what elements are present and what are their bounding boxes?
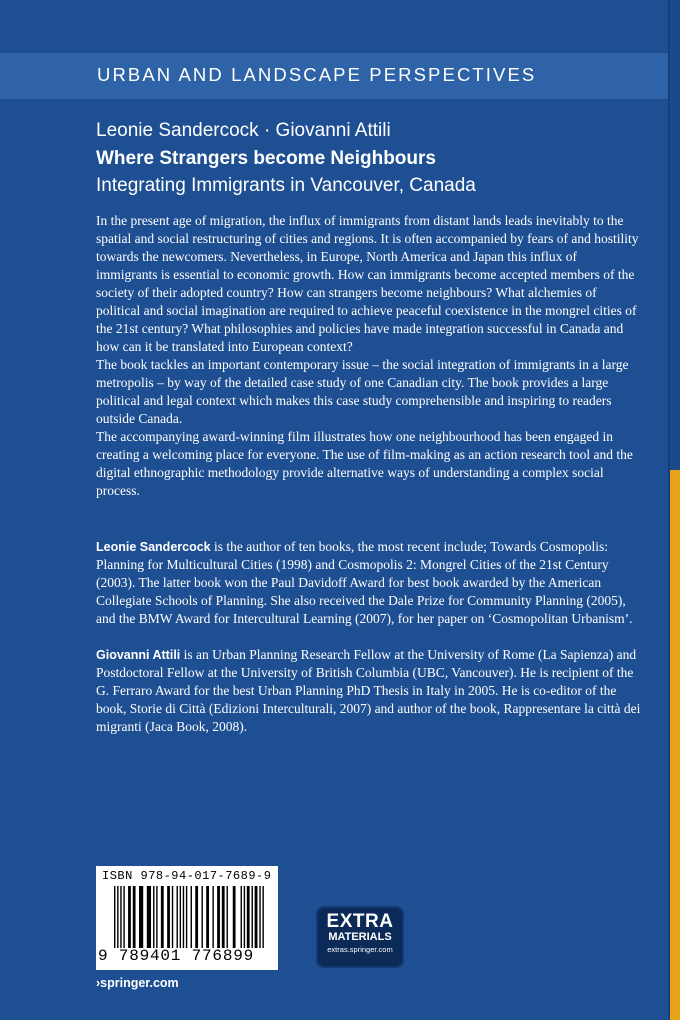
barcode-bar: [180, 886, 181, 948]
barcode-digits: 9 789401 776899: [98, 947, 255, 965]
barcode-bar: [153, 886, 154, 948]
extra-url: extras.springer.com: [327, 945, 393, 954]
barcode-bar: [117, 886, 118, 948]
description-paragraph: The accompanying award-winning film illustrates how one neighbourhood has been engaged in creating a welcoming place for everyone. The use of film-making as an action research tool and the digital ethnographic methodology provide alternative ways of understanding a complex social process.: [96, 429, 633, 498]
barcode-bar: [244, 886, 245, 948]
bio-attili: [96, 646, 641, 736]
spine-edge: [670, 0, 680, 470]
extra-materials-badge[interactable]: [316, 906, 404, 968]
bio-text: is an Urban Planning Research Fellow at the University of Rome (La Sapienza) and Postdoctoral Fellow at the University of British Columbia (UBC, Vancouver). He is recipient of the G. Ferraro Award for the best Urban Planning PhD Thesis in Italy in 2005. He is co-editor of the book, Storie di Città (Edizioni Interculturali, 2007) and author of the book, Rappresentare la città dei migranti (Jaca Book, 2008).: [96, 647, 641, 734]
barcode-bar: [172, 886, 173, 948]
barcode-bar: [259, 886, 260, 948]
materials-label: MATERIALS: [328, 931, 392, 943]
barcode-bar: [183, 886, 184, 948]
book-authors: Leonie Sandercock · Giovanni Attili: [96, 120, 391, 141]
book-title: Where Strangers become Neighbours: [96, 148, 436, 169]
barcode-bar: [252, 886, 253, 948]
barcode-bar: [114, 886, 115, 948]
barcode-bar: [123, 886, 124, 948]
barcode-bar: [262, 886, 263, 948]
book-description: [96, 212, 641, 500]
bio-text: is the author of ten books, the most recent include; Towards Cosmopolis: Planning for Multicultural Cities (1998) and Cosmopolis 2: Mongrel Cities of the 21st Century (2003). The latter book won the Paul Davidoff Award for best book awarded by the American Collegiate Schools of Planning. She also received the Dale Prize for Community Planning (2005), and the BMW Award for Intercultural Learning (2007), for her paper on ‘Cosmopolitan Urbanism’.: [96, 539, 633, 626]
barcode-bar: [156, 886, 157, 948]
barcode-bar: [128, 886, 131, 948]
barcode-bars: [114, 886, 264, 948]
barcode-bar: [167, 886, 170, 948]
barcode-bar: [139, 886, 143, 948]
barcode-bar: [147, 886, 151, 948]
barcode-bar: [247, 886, 250, 948]
barcode-bar: [227, 886, 228, 948]
author-bios: [96, 538, 641, 754]
barcode-bar: [241, 886, 242, 948]
barcode-bar: [120, 886, 121, 948]
bio-sandercock: [96, 538, 641, 628]
spine-divider: [668, 0, 670, 1020]
barcode-bar: [186, 886, 187, 948]
barcode-bar: [161, 886, 164, 948]
barcode-bar: [222, 886, 225, 948]
publisher-link[interactable]: ›springer.com: [96, 976, 179, 990]
book-subtitle: Integrating Immigrants in Vancouver, Canada: [96, 175, 476, 196]
barcode-bar: [255, 886, 258, 948]
description-paragraph: The book tackles an important contemporary issue – the social integration of immigrants in a large metropolis – by way of the detailed case study of one Canadian city. The book provides a large political and legal context which makes this case study comprehensible and inspiring to readers outside Canada.: [96, 357, 629, 426]
barcode-bar: [191, 886, 192, 948]
isbn-label: ISBN 978-94-017-7689-9: [102, 869, 272, 883]
isbn-barcode: [96, 866, 278, 970]
barcode-bar: [133, 886, 136, 948]
description-paragraph: In the present age of migration, the influx of immigrants from distant lands leads inevitably to the spatial and social restructuring of cities and regions. It is often accompanied by fears of and hostility towards the newcomers. Nevertheless, in Europe, North America and Japan this influx of immigrants is essential to economic growth. How can immigrants become accepted members of the society of their adopted country? How can strangers become neighbours? What alchemies of political and social imagination are required to achieve peaceful coexistence in the mongrel cities of the 21st century? What philosophies and policies have made integration successful in Canada and how can it be translated into European context?: [96, 213, 639, 354]
barcode-bar: [195, 886, 198, 948]
barcode-bar: [217, 886, 220, 948]
barcode-bar: [206, 886, 209, 948]
series-title: URBAN AND LANDSCAPE PERSPECTIVES: [97, 64, 537, 85]
extra-label: EXTRA: [326, 911, 394, 932]
barcode-bar: [233, 886, 236, 948]
bio-name: Giovanni Attili: [96, 648, 181, 662]
barcode-bar: [202, 886, 203, 948]
barcode-bar: [177, 886, 178, 948]
barcode-bar: [212, 886, 213, 948]
spine-accent-stripe: [670, 470, 680, 1020]
bio-name: Leonie Sandercock: [96, 540, 211, 554]
